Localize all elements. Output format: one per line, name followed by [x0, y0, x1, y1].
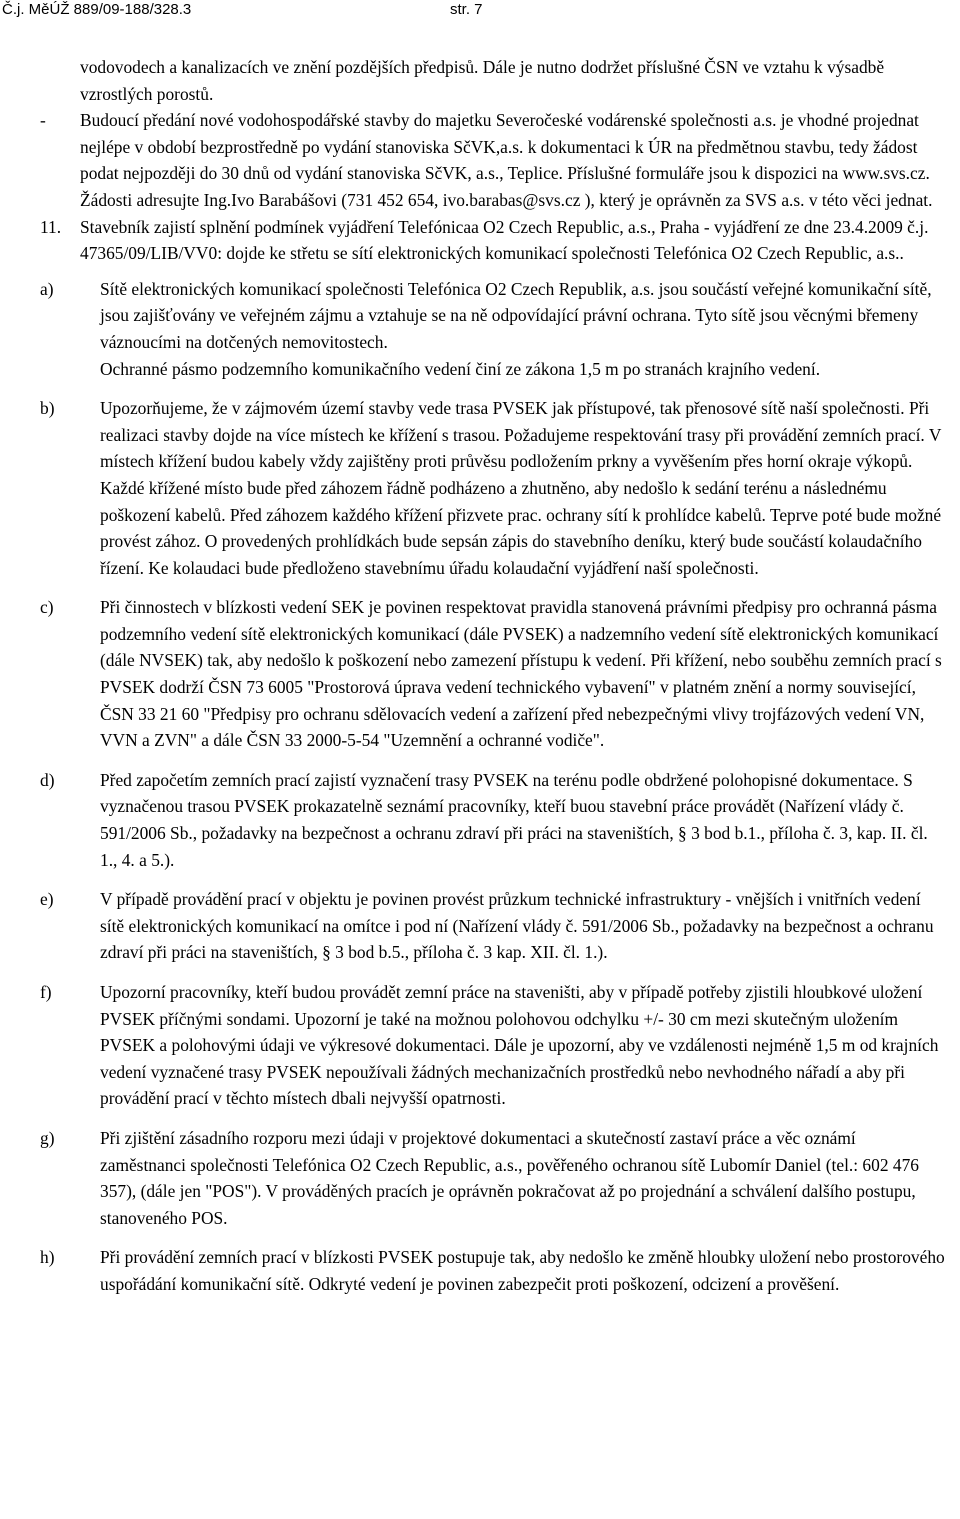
list-item-text: Při zjištění zásadního rozporu mezi údaji v projektové dokumentaci a skutečností zastaví práce a věc oznámí zaměstnanci společnosti Telefónica O2 Czech Republic, a.s., pověřeného ochranou sítě Lubomír Daniel (tel.: 602 476 357), (dále jen "POS"). V prováděných pracích je oprávněn pokračovat až po projednání a schválení dalšího postupu, stanoveného POS.: [100, 1127, 919, 1228]
list-item-text: Upozorňujeme, že v zájmovém území stavby vede trasa PVSEK jak přístupové, tak přenosové sítě naší společnosti. Při realizaci stavby dojde na více místech ke křížení s trasou. Požadujeme respektování trasy při provádění zemních prací. V místech křížení budou kabely vždy zajištěny proti průvěsu podložením prkny a vyvěšením přes horní okraje výkopů. Každé křížené místo bude před záhozem řádně podházeno a zhutněno, aby nedošlo k sedání terénu a následnému poškození kabelů. Před záhozem každého křížení přizvete prac. ochrany sítí k prohlídce kabelů. Teprve poté bude možné provést zához. O provedených prohlídkách bude sepsán zápis do stavebního deníku, který bude součástí kolaudačního řízení. Ke kolaudaci bude předloženo stavebnímu úřadu kolaudační vyjádření naší společnosti.: [100, 398, 942, 578]
list-item-text: Před započetím zemních prací zajistí vyznačení trasy PVSEK na terénu podle obdržené polohopisné dokumentace. S vyznačenou trasou PVSEK prokazatelně seznámí pracovníky, kteří buou stavební práce provádět (Nařízení vlády č. 591/2006 Sb., požadavky na bezpečnost a ochranu zdraví při práci na staveništích, § 3 bod b.1., příloha č. 3, kap. II. čl. 1., 4. a 5.).: [100, 769, 928, 870]
numbered-item-11: [0, 214, 960, 267]
dash-list-item: [0, 107, 960, 213]
lettered-item-g: [0, 1125, 960, 1231]
list-marker: e): [40, 889, 54, 910]
list-marker: -: [40, 110, 46, 131]
lettered-item-e: [0, 886, 960, 966]
lettered-item-c: [0, 594, 960, 754]
lettered-item-f: [0, 979, 960, 1112]
page-number: str. 7: [450, 1, 483, 18]
list-item-text: Při provádění zemních prací v blízkosti PVSEK postupuje tak, aby nedošlo ke změně hloubky uložení nebo prostorového uspořádání komunikační sítě. Odkryté vedení je povinen zabezpečit proti poškození, odcizení a prověšení.: [100, 1247, 945, 1294]
list-marker: f): [40, 982, 52, 1002]
lettered-item-a: [0, 276, 960, 382]
list-item-text: Budoucí předání nové vodohospodářské stavby do majetku Severočeské vodárenské společnosti a.s. je vhodné projednat nejlépe v období bezprostředně po vydání stanoviska SčVK,a.s. k dokumentaci k ÚR na předmětnou stavbu, tedy žádost podat nejpozději do 30 dnů od vydání stanoviska SčVK, a.s., Teplice. Příslušné formuláře jsou k dispozici na www.svs.cz. Žádosti adresujte Ing.Ivo Barabášovi (731 452 654, ivo.barabas@svs.cz ), který je oprávněn za SVS a.s. v této věci jednat.: [80, 110, 933, 210]
list-marker: 11.: [40, 216, 62, 237]
lettered-item-b: [0, 395, 960, 581]
list-item-text-2: Ochranné pásmo podzemního komunikačního vedení činí ze zákona 1,5 m po stranách krajního vedení.: [100, 358, 821, 379]
list-item-text: V případě provádění prací v objektu je povinen provést průzkum technické infrastruktury - vnějších i vnitřních vedení sítě elektronických komunikací na omítce i pod ní (Nařízení vlády č. 591/2006 Sb., požadavky na bezpečnost a ochranu zdraví při práci na staveništích, § 3 bod b.5., příloha č. 3 kap. XII. čl. 1.).: [100, 889, 934, 963]
list-item-text: Stavebník zajistí splnění podmínek vyjádření Telefónicaa O2 Czech Republic, a.s., Praha - vyjádření ze dne 23.4.2009 č.j. 47365/09/LIB/VV0: dojde ke střetu se sítí elektronických komunikací společnosti Telefónica O2 Czech Republic, a.s..: [80, 216, 929, 264]
list-marker: c): [40, 597, 54, 618]
document-body: [0, 54, 960, 1298]
list-marker: b): [40, 398, 55, 419]
list-item-text: Při činnostech v blízkosti vedení SEK je povinen respektovat pravidla stanovená právními předpisy pro ochranná pásma podzemního vedení sítě elektronických komunikací (dále PVSEK) a nadzemního vedení sítě elektronických komunikací (dále NVSEK) tak, aby nedošlo k poškození nebo zamezení přístupu k vedení. Při křížení, nebo souběhu zemních prací s PVSEK dodrží ČSN 73 6005 "Prostorová úprava vedení technického vybavení" v platném znění a normy související, ČSN 33 21 60 "Předpisy pro ochranu sdělovacích vedení a zařízení před nebezpečnými vlivy trojfázových vedení VN, VVN a ZVN" a dále ČSN 33 2000-5-54 "Uzemnění a ochranné vodiče".: [100, 597, 942, 751]
list-item-text: Sítě elektronických komunikací společnosti Telefónica O2 Czech Republik, a.s. jsou součástí veřejné komunikační sítě, jsou zajišťovány ve veřejném zájmu a vztahuje se na ně odpovídající právní ochrana. Tyto sítě jsou věcnými břemeny váznoucími na dotčených nemovitostech.: [100, 278, 932, 352]
list-item-text: Upozorní pracovníky, kteří budou provádět zemní práce na staveništi, aby v případě potřeby zjistili hloubkové uložení PVSEK příčnými sondami. Upozorní je také na možnou polohovou odchylku +/- 30 cm mezi skutečným uložením PVSEK a polohovými údaji ve výkresové dokumentaci. Dále je upozorní, aby ve vzdálenosti nejméně 1,5 m od krajních vedení vyznačené trasy PVSEK nepoužívali žádných mechanizačních prostředků nebo nevhodného nářadí a aby při provádění prací v těchto místech dbali nejvyšší opatrnosti.: [100, 982, 939, 1109]
continuation-paragraph: vodovodech a kanalizacích ve znění pozdějších předpisů. Dále je nutno dodržet příslušné ČSN ve vztahu k výsadbě vzrostlých porostů.: [80, 57, 885, 104]
lettered-item-h: [0, 1244, 960, 1297]
list-marker: g): [40, 1127, 55, 1148]
list-marker: h): [40, 1247, 55, 1268]
page-header: [0, 0, 960, 20]
document-reference: Č.j. MěÚŽ 889/09-188/328.3: [2, 1, 192, 18]
list-marker: a): [40, 278, 54, 299]
list-marker: d): [40, 769, 55, 790]
lettered-item-d: [0, 767, 960, 873]
